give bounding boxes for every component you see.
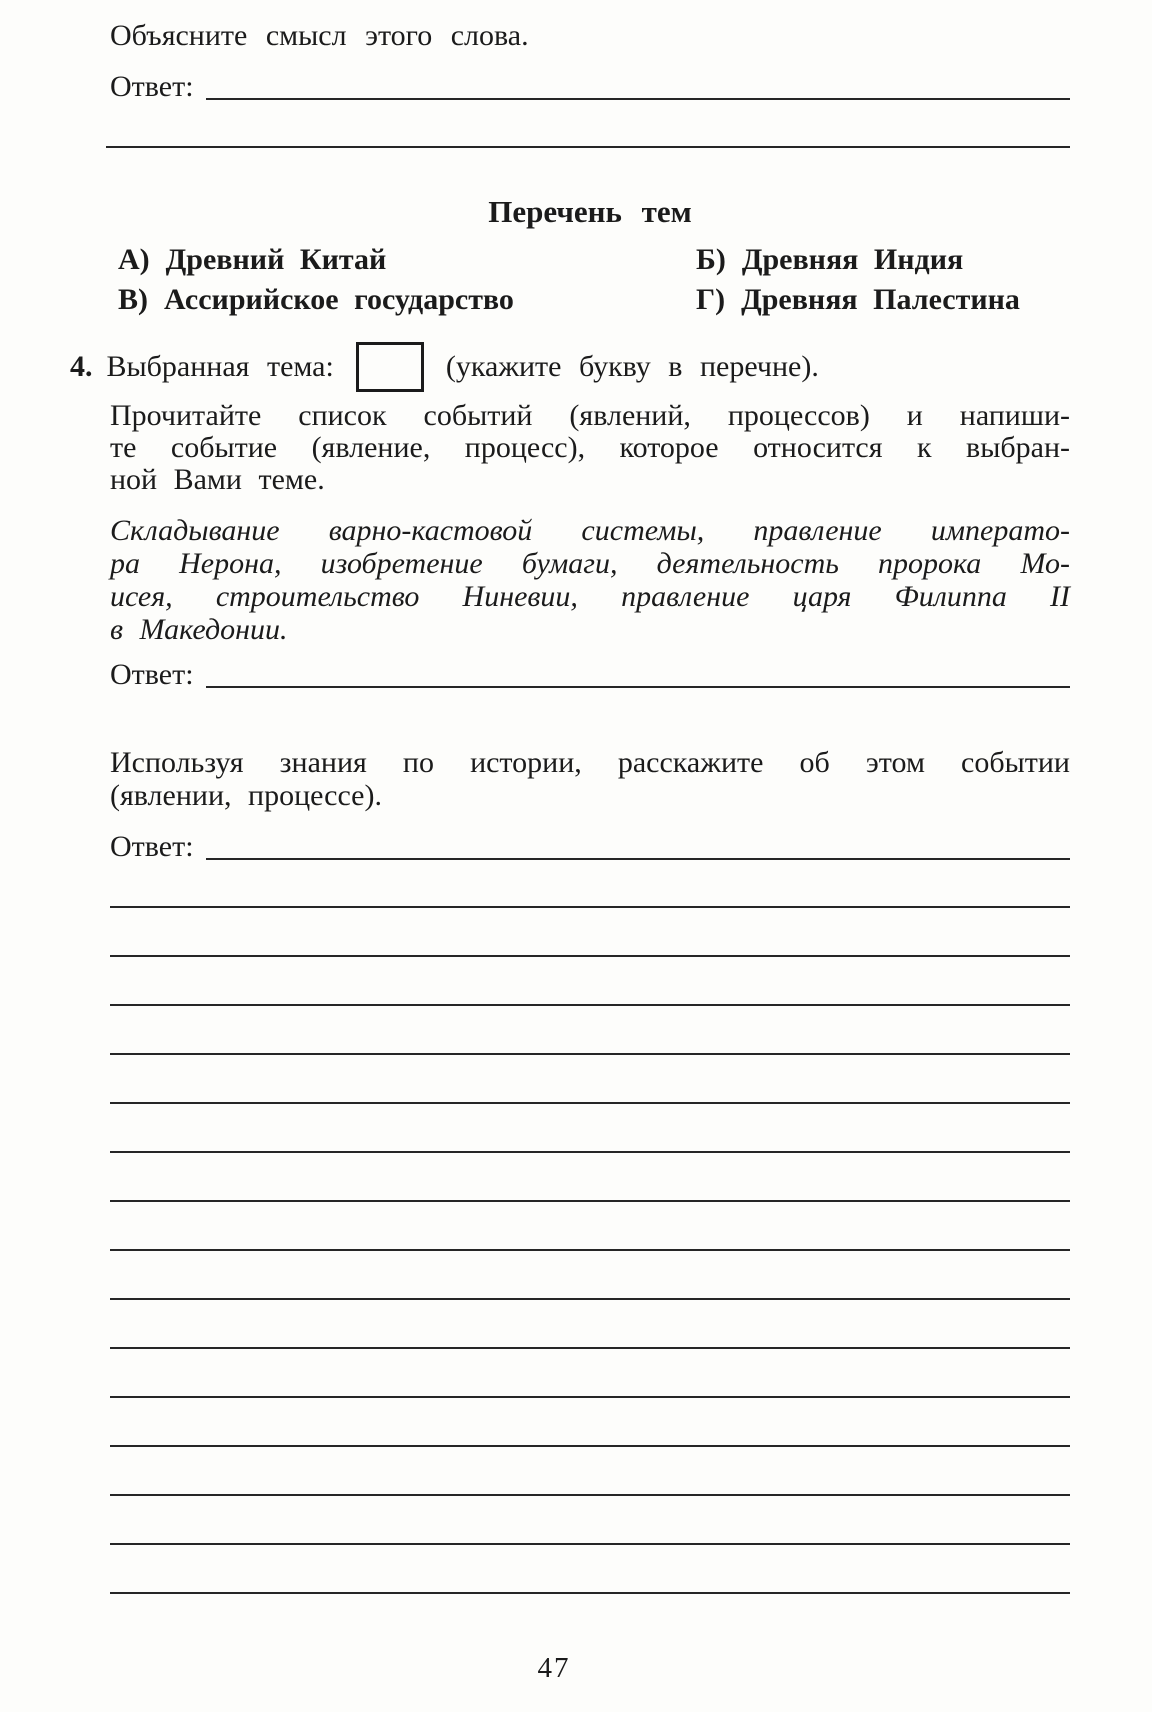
answer-blank-line[interactable] <box>106 146 1070 148</box>
instruction-line: Прочитайте список событий (явлений, процессов) и напиши- <box>110 399 1070 432</box>
chosen-topic-box[interactable] <box>356 342 424 392</box>
events-line: Складывание варно-кастовой системы, правление императо- <box>110 514 1070 547</box>
answer-label: Ответ: <box>110 70 194 103</box>
instruction-line: ной Вами теме. <box>110 463 325 496</box>
ruled-line[interactable] <box>110 957 1070 1006</box>
narrative-line: Используя знания по истории, расскажите об этом событии <box>110 746 1070 779</box>
ruled-line[interactable] <box>110 1104 1070 1153</box>
topic-name: Древняя Палестина <box>741 283 1020 316</box>
answer-label: Ответ: <box>110 658 194 691</box>
topics-heading: Перечень тем <box>488 194 692 229</box>
intro-prompt: Объясните смысл этого слова. <box>110 19 529 52</box>
ruled-line[interactable] <box>110 1349 1070 1398</box>
events-line: исея, строительство Ниневии, правление царя Филиппа II <box>110 580 1070 613</box>
topic-item-a <box>118 240 696 280</box>
topic-item-g <box>696 280 1070 320</box>
ruled-line[interactable] <box>110 1496 1070 1545</box>
topics-list <box>110 240 1070 320</box>
chosen-topic-row <box>70 342 1070 392</box>
topic-item-b <box>696 240 1070 280</box>
ruled-line[interactable] <box>110 1006 1070 1055</box>
page-number: 47 <box>537 1652 571 1684</box>
events-line: в Македонии. <box>110 613 288 646</box>
ruled-line[interactable] <box>110 1153 1070 1202</box>
ruled-line[interactable] <box>110 1300 1070 1349</box>
events-line: ра Нерона, изобретение бумаги, деятельность пророка Мо- <box>110 547 1070 580</box>
answer-row-1 <box>110 70 1070 104</box>
topic-name: Ассирийское государство <box>164 283 514 316</box>
ruled-line[interactable] <box>110 1398 1070 1447</box>
ruled-line[interactable] <box>110 1545 1070 1594</box>
ruled-line[interactable] <box>110 1202 1070 1251</box>
answer-blank-line[interactable] <box>206 686 1070 688</box>
ruled-line[interactable] <box>110 1447 1070 1496</box>
instruction-line: те событие (явление, процесс), которое относится к выбран- <box>110 431 1070 464</box>
topic-letter: А) <box>118 243 150 276</box>
ruled-line[interactable] <box>110 1251 1070 1300</box>
answer-row-2 <box>110 658 1070 692</box>
task-number: 4. <box>70 350 93 383</box>
events-list <box>110 514 1070 646</box>
ruled-line[interactable] <box>110 1055 1070 1104</box>
topic-letter: Г) <box>696 283 726 316</box>
narrative-line: (явлении, процессе). <box>110 779 382 812</box>
answer-blank-line[interactable] <box>206 98 1070 100</box>
answer-label: Ответ: <box>110 830 194 863</box>
topic-letter: Б) <box>696 243 726 276</box>
ruled-line[interactable] <box>110 908 1070 957</box>
narrative-instruction <box>110 746 1070 812</box>
chosen-topic-hint: (укажите букву в перечне). <box>445 350 819 383</box>
chosen-topic-label: Выбранная тема: <box>106 350 334 383</box>
topic-name: Древний Китай <box>165 243 387 276</box>
task4-instruction <box>110 400 1070 496</box>
topic-item-v <box>118 280 696 320</box>
ruled-line[interactable] <box>110 859 1070 908</box>
ruled-lines-block <box>110 859 1070 1594</box>
topic-name: Древняя Индия <box>741 243 964 276</box>
topic-letter: В) <box>118 283 148 316</box>
